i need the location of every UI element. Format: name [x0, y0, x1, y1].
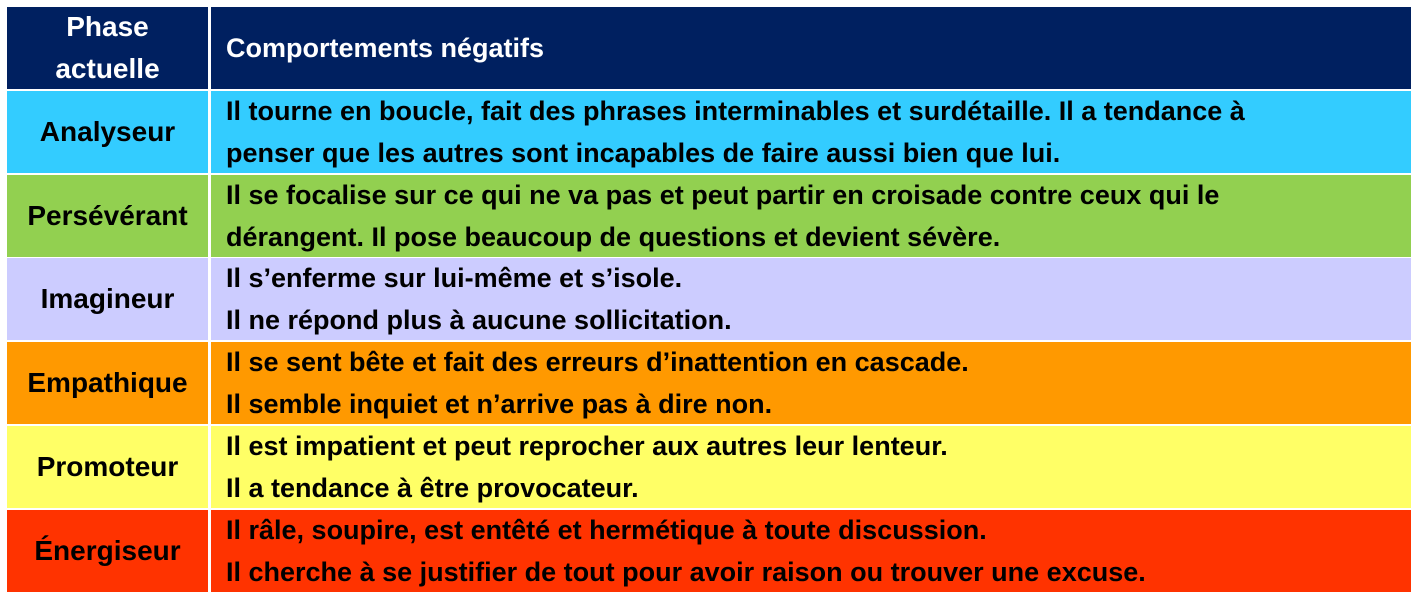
row-5-phase-cell: [7, 510, 208, 592]
header-behaviors-label: Comportements négatifs: [226, 33, 545, 63]
header-phase-cell: [7, 7, 208, 89]
row-1-phase-label: Persévérant: [27, 199, 188, 231]
row-0-phase-label: Analyseur: [39, 115, 176, 147]
row-5-behavior-line-1: Il râle, soupire, est entêté et hermétique à toute discussion.: [226, 514, 987, 545]
header-behaviors-cell: [211, 7, 1411, 89]
row-1-behavior-line-1: Il se focalise sur ce qui ne va pas et peut partir en croisade contre ceux qui le: [226, 179, 1220, 210]
row-3-behavior-line-2: Il semble inquiet et n’arrive pas à dire non.: [226, 389, 773, 420]
row-1-phase-cell: [7, 175, 208, 257]
row-5-behavior-line-2: Il cherche à se justifier de tout pour avoir raison ou trouver une excuse.: [226, 556, 1146, 587]
row-4-behavior-cell: [211, 426, 1411, 508]
row-1-behavior-line-2: dérangent. Il pose beaucoup de questions et devient sévère.: [226, 221, 1001, 252]
row-4-phase-label: Promoteur: [36, 450, 179, 482]
row-0-behavior-line-2: penser que les autres sont incapables de faire aussi bien que lui.: [226, 137, 1061, 168]
row-5-behavior-cell: [211, 510, 1411, 592]
row-2-behavior-line-2: Il ne répond plus à aucune sollicitation.: [226, 305, 732, 336]
row-5-phase-label: Énergiseur: [34, 534, 181, 566]
row-3-behavior-line-1: Il se sent bête et fait des erreurs d’inattention en cascade.: [226, 347, 969, 378]
row-3-phase-label: Empathique: [27, 367, 188, 399]
row-3-behavior-cell: [211, 342, 1411, 424]
row-0-phase-cell: [7, 91, 208, 173]
header-phase-label-line1: Phase: [66, 11, 149, 42]
row-1-behavior-cell: [211, 175, 1411, 257]
row-0-behavior-line-1: Il tourne en boucle, fait des phrases interminables et surdétaille. Il a tendance à: [226, 95, 1245, 126]
row-2-phase-label: Imagineur: [40, 283, 175, 315]
header-phase-label: [55, 6, 159, 90]
behavior-table: [7, 7, 1411, 588]
row-2-behavior-cell: [211, 258, 1411, 340]
row-2-phase-cell: [7, 258, 208, 340]
row-2-behavior-line-1: Il s’enferme sur lui-même et s’isole.: [226, 263, 683, 294]
row-4-behavior-line-2: Il a tendance à être provocateur.: [226, 472, 639, 503]
header-phase-label-line2: actuelle: [55, 53, 160, 84]
row-0-behavior-cell: [211, 91, 1411, 173]
row-3-phase-cell: [7, 342, 208, 424]
row-4-behavior-line-1: Il est impatient et peut reprocher aux autres leur lenteur.: [226, 430, 948, 461]
row-4-phase-cell: [7, 426, 208, 508]
